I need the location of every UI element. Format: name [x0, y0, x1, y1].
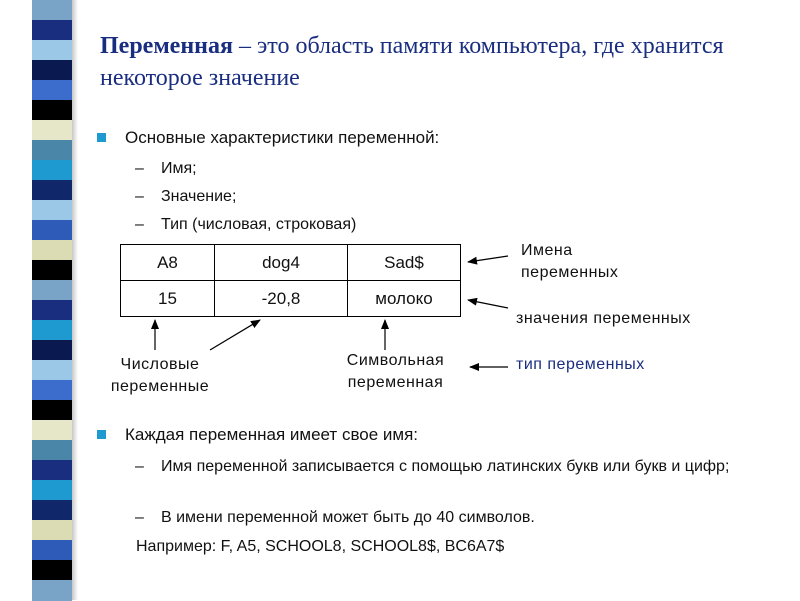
stripe — [32, 220, 72, 241]
sub-bullet-text: Имя переменной записывается с помощью латинских букв или букв и цифр; — [161, 458, 730, 475]
label-variable-values: значения переменных — [516, 310, 691, 327]
title-term: Переменная — [100, 33, 233, 59]
bullet-characteristics — [125, 128, 439, 148]
sub-bullet-name — [135, 160, 197, 178]
stripe — [32, 300, 72, 321]
stripe — [32, 0, 72, 21]
stripe — [32, 320, 72, 341]
stripe — [32, 40, 72, 61]
table-row-values — [121, 281, 461, 317]
arrow-numeric-2 — [210, 320, 260, 350]
stripe — [32, 420, 72, 441]
dash-icon: – — [135, 216, 144, 233]
sub-bullet-value — [135, 188, 237, 206]
stripe — [32, 280, 72, 301]
bullet-variable-name — [125, 425, 418, 445]
stripe — [32, 480, 72, 501]
stripe — [32, 260, 72, 281]
sub-bullet-type — [135, 216, 357, 234]
strip-shadow — [72, 0, 78, 600]
stripe — [32, 540, 72, 561]
table-cell: A8 — [121, 245, 215, 281]
slide-title — [100, 30, 740, 94]
example-line: Например: F, A5, SCHOOL8, SCHOOL8$, BC6A7$ — [136, 538, 505, 555]
stripe — [32, 80, 72, 101]
bullet-square-icon — [97, 133, 106, 142]
sub-bullet-max-length — [135, 509, 535, 527]
variables-table — [120, 244, 461, 317]
stripe — [32, 360, 72, 381]
table-cell: Sad$ — [348, 245, 461, 281]
stripe — [32, 560, 72, 581]
label-variable-type: тип переменных — [516, 356, 645, 373]
sub-bullet-latin-letters — [135, 455, 761, 478]
sub-bullet-text: Имя; — [161, 160, 197, 177]
stripe — [32, 60, 72, 81]
sub-bullet-text: Тип (числовая, строковая) — [161, 216, 357, 233]
stripe — [32, 400, 72, 421]
stripe — [32, 20, 72, 41]
title-definition: – это область памяти компьютера, где хранится некоторое значение — [100, 33, 724, 91]
dash-icon: – — [135, 160, 144, 177]
stripe — [32, 160, 72, 181]
stripe — [32, 140, 72, 161]
striped-bar — [32, 0, 72, 600]
stripe — [32, 580, 72, 601]
stripe — [32, 120, 72, 141]
dash-icon: – — [135, 458, 144, 475]
stripe — [32, 340, 72, 361]
bullet-text: Основные характеристики переменной: — [125, 128, 440, 147]
stripe — [32, 180, 72, 201]
decorative-side-strip — [0, 0, 90, 600]
sub-bullet-text: В имени переменной может быть до 40 символов. — [161, 509, 535, 526]
stripe — [32, 500, 72, 521]
sub-bullet-text: Значение; — [161, 188, 237, 205]
dash-icon: – — [135, 509, 144, 526]
stripe — [32, 520, 72, 541]
table-cell: 15 — [121, 281, 215, 317]
label-symbolic-variable: Символьная переменная — [346, 352, 445, 391]
stripe — [32, 200, 72, 221]
stripe — [32, 100, 72, 121]
table-row-names — [121, 245, 461, 281]
label-numeric-variables: Числовые переменные — [110, 356, 210, 395]
arrow-names — [468, 256, 508, 262]
label-variable-names: Имена переменных — [521, 242, 619, 281]
bullet-square-icon — [97, 430, 106, 439]
table-cell: dog4 — [215, 245, 348, 281]
stripe — [32, 240, 72, 261]
dash-icon: – — [135, 188, 144, 205]
bullet-text: Каждая переменная имеет свое имя: — [125, 425, 419, 444]
table-cell: -20,8 — [215, 281, 348, 317]
arrow-values — [468, 300, 508, 308]
stripe — [32, 440, 72, 461]
table-cell: молоко — [348, 281, 461, 317]
stripe — [32, 460, 72, 481]
stripe — [32, 380, 72, 401]
